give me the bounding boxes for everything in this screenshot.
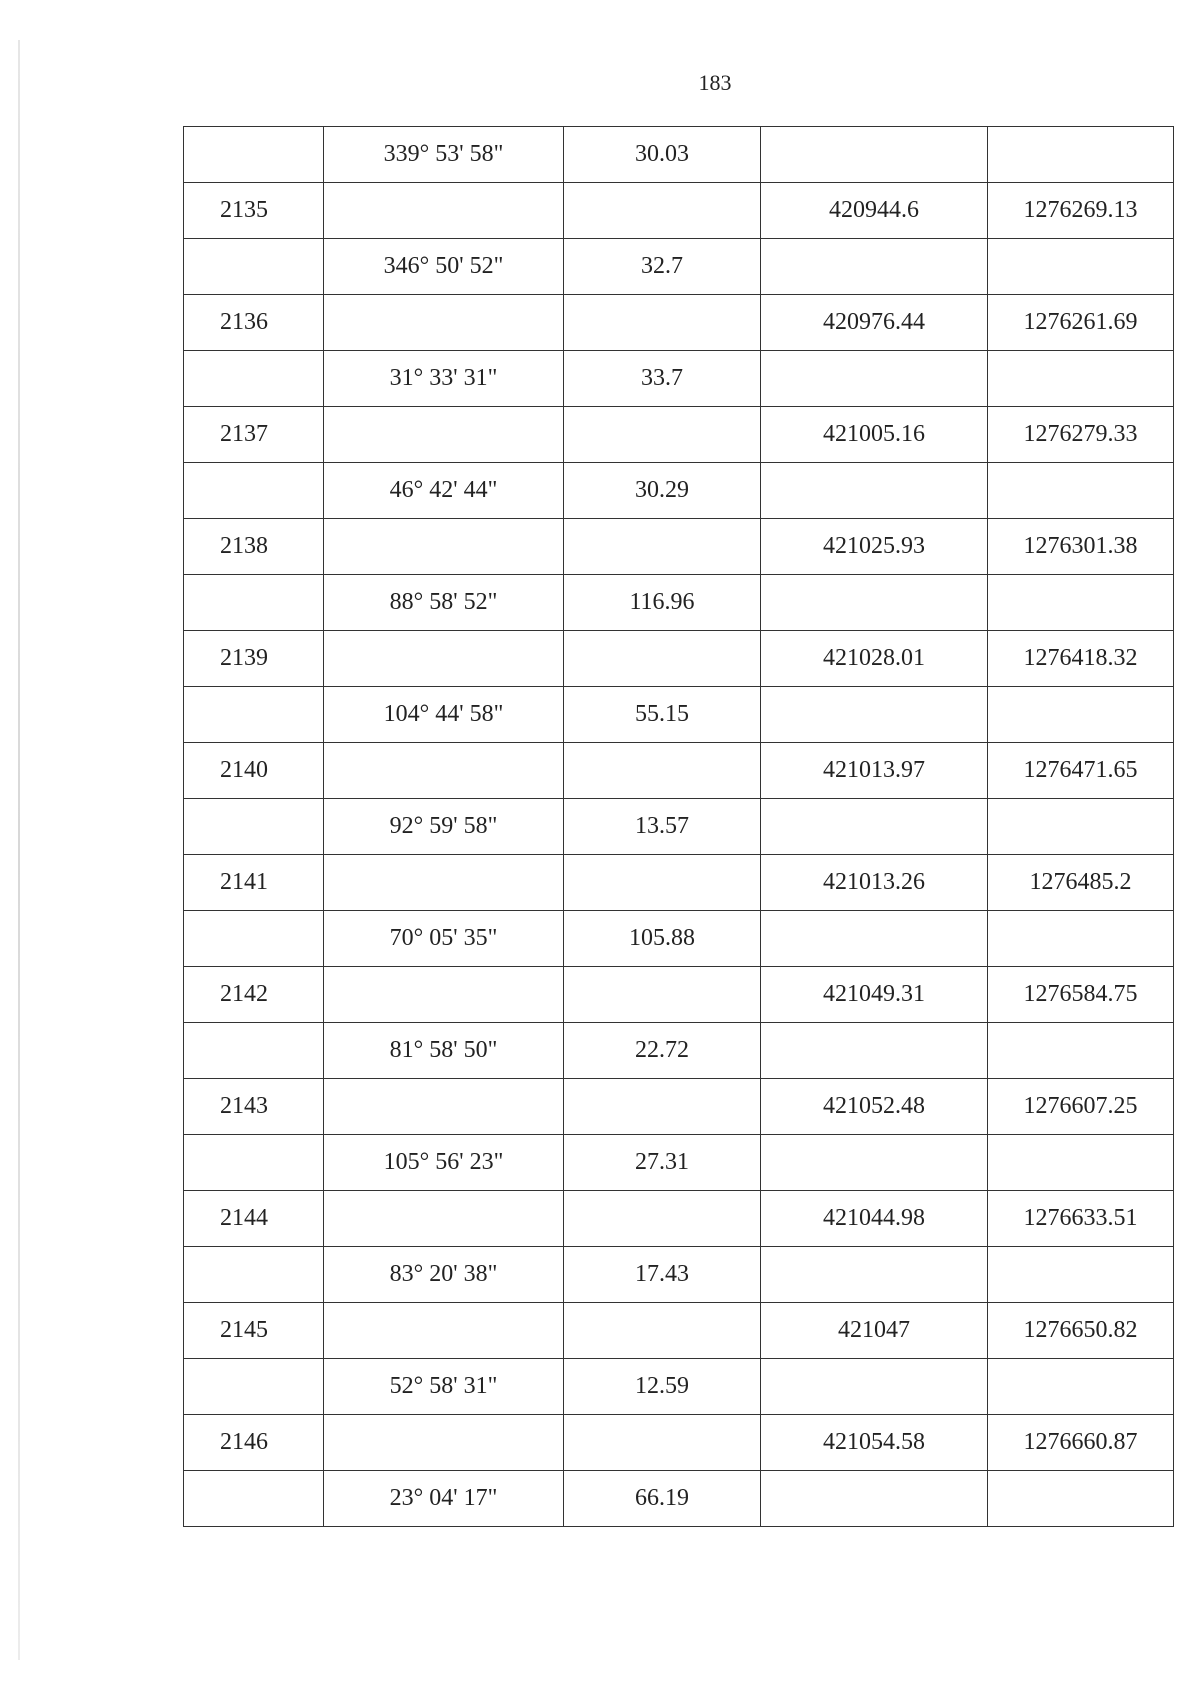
bearing-cell: 81° 58' 50" [324, 1023, 564, 1079]
distance-cell: 13.57 [564, 799, 761, 855]
bearing-cell [324, 407, 564, 463]
station-cell: 2145 [184, 1303, 324, 1359]
distance-cell: 105.88 [564, 911, 761, 967]
northing-cell: 420944.6 [761, 183, 988, 239]
northing-cell: 421013.97 [761, 743, 988, 799]
northing-cell [761, 575, 988, 631]
distance-cell: 30.03 [564, 127, 761, 183]
distance-cell: 32.7 [564, 239, 761, 295]
easting-cell [988, 1471, 1174, 1527]
distance-cell [564, 1415, 761, 1471]
bearing-cell [324, 967, 564, 1023]
northing-cell [761, 127, 988, 183]
station-cell: 2136 [184, 295, 324, 351]
table-row [184, 1023, 1174, 1079]
table-row [184, 463, 1174, 519]
distance-cell: 27.31 [564, 1135, 761, 1191]
distance-cell [564, 295, 761, 351]
distance-cell: 33.7 [564, 351, 761, 407]
easting-cell: 1276584.75 [988, 967, 1174, 1023]
distance-cell [564, 407, 761, 463]
station-cell [184, 239, 324, 295]
bearing-cell: 104° 44' 58" [324, 687, 564, 743]
table-row [184, 1135, 1174, 1191]
easting-cell: 1276471.65 [988, 743, 1174, 799]
distance-cell: 30.29 [564, 463, 761, 519]
northing-cell: 421052.48 [761, 1079, 988, 1135]
northing-cell [761, 463, 988, 519]
easting-cell [988, 239, 1174, 295]
table-row [184, 911, 1174, 967]
distance-cell [564, 519, 761, 575]
bearing-cell: 46° 42' 44" [324, 463, 564, 519]
distance-cell [564, 183, 761, 239]
station-cell: 2143 [184, 1079, 324, 1135]
easting-cell: 1276269.13 [988, 183, 1174, 239]
table-row [184, 1359, 1174, 1415]
easting-cell: 1276660.87 [988, 1415, 1174, 1471]
easting-cell: 1276301.38 [988, 519, 1174, 575]
easting-cell [988, 799, 1174, 855]
table-row [184, 855, 1174, 911]
distance-cell: 66.19 [564, 1471, 761, 1527]
station-cell [184, 1247, 324, 1303]
distance-cell: 22.72 [564, 1023, 761, 1079]
northing-cell [761, 687, 988, 743]
scan-edge-shadow [18, 40, 20, 1660]
distance-cell [564, 967, 761, 1023]
table-row [184, 1079, 1174, 1135]
easting-cell [988, 127, 1174, 183]
distance-cell [564, 1191, 761, 1247]
table-row [184, 687, 1174, 743]
easting-cell [988, 351, 1174, 407]
easting-cell: 1276633.51 [988, 1191, 1174, 1247]
bearing-cell: 105° 56' 23" [324, 1135, 564, 1191]
bearing-cell: 70° 05' 35" [324, 911, 564, 967]
station-cell: 2144 [184, 1191, 324, 1247]
bearing-cell [324, 1303, 564, 1359]
bearing-cell: 52° 58' 31" [324, 1359, 564, 1415]
easting-cell [988, 1247, 1174, 1303]
distance-cell [564, 855, 761, 911]
table-row [184, 631, 1174, 687]
station-cell [184, 463, 324, 519]
northing-cell: 420976.44 [761, 295, 988, 351]
bearing-cell [324, 1191, 564, 1247]
northing-cell: 421028.01 [761, 631, 988, 687]
distance-cell [564, 743, 761, 799]
page-number: 183 [698, 70, 732, 95]
bearing-cell [324, 183, 564, 239]
table-row [184, 1303, 1174, 1359]
easting-cell: 1276485.2 [988, 855, 1174, 911]
station-cell: 2139 [184, 631, 324, 687]
station-cell [184, 1359, 324, 1415]
station-cell [184, 687, 324, 743]
table-row [184, 743, 1174, 799]
northing-cell [761, 911, 988, 967]
station-cell: 2140 [184, 743, 324, 799]
easting-cell [988, 911, 1174, 967]
easting-cell [988, 463, 1174, 519]
table-row [184, 1247, 1174, 1303]
station-cell [184, 575, 324, 631]
table-row [184, 183, 1174, 239]
table-row [184, 407, 1174, 463]
northing-cell [761, 1359, 988, 1415]
distance-cell: 55.15 [564, 687, 761, 743]
northing-cell: 421054.58 [761, 1415, 988, 1471]
easting-cell: 1276279.33 [988, 407, 1174, 463]
table-row [184, 575, 1174, 631]
northing-cell: 421044.98 [761, 1191, 988, 1247]
northing-cell: 421049.31 [761, 967, 988, 1023]
table-row [184, 127, 1174, 183]
bearing-cell: 88° 58' 52" [324, 575, 564, 631]
station-cell: 2135 [184, 183, 324, 239]
bearing-cell: 92° 59' 58" [324, 799, 564, 855]
distance-cell [564, 1079, 761, 1135]
survey-table [183, 126, 1174, 1527]
easting-cell [988, 687, 1174, 743]
easting-cell [988, 1135, 1174, 1191]
easting-cell: 1276418.32 [988, 631, 1174, 687]
station-cell: 2141 [184, 855, 324, 911]
northing-cell [761, 1247, 988, 1303]
table-row [184, 351, 1174, 407]
bearing-cell [324, 631, 564, 687]
station-cell [184, 1135, 324, 1191]
bearing-cell [324, 743, 564, 799]
northing-cell: 421013.26 [761, 855, 988, 911]
station-cell: 2138 [184, 519, 324, 575]
northing-cell: 421047 [761, 1303, 988, 1359]
northing-cell [761, 1471, 988, 1527]
survey-table-body [184, 127, 1174, 1527]
northing-cell [761, 799, 988, 855]
station-cell [184, 911, 324, 967]
easting-cell: 1276261.69 [988, 295, 1174, 351]
bearing-cell: 346° 50' 52" [324, 239, 564, 295]
easting-cell: 1276607.25 [988, 1079, 1174, 1135]
northing-cell [761, 1135, 988, 1191]
easting-cell [988, 575, 1174, 631]
easting-cell [988, 1023, 1174, 1079]
table-row [184, 1415, 1174, 1471]
distance-cell: 116.96 [564, 575, 761, 631]
northing-cell: 421025.93 [761, 519, 988, 575]
table-row [184, 1191, 1174, 1247]
table-row [184, 1471, 1174, 1527]
station-cell [184, 127, 324, 183]
table-row [184, 295, 1174, 351]
bearing-cell [324, 295, 564, 351]
bearing-cell [324, 855, 564, 911]
northing-cell [761, 239, 988, 295]
northing-cell [761, 351, 988, 407]
bearing-cell [324, 1415, 564, 1471]
distance-cell [564, 631, 761, 687]
station-cell [184, 799, 324, 855]
northing-cell [761, 1023, 988, 1079]
table-row [184, 519, 1174, 575]
station-cell: 2137 [184, 407, 324, 463]
station-cell: 2142 [184, 967, 324, 1023]
distance-cell: 12.59 [564, 1359, 761, 1415]
distance-cell: 17.43 [564, 1247, 761, 1303]
station-cell [184, 351, 324, 407]
bearing-cell: 339° 53' 58" [324, 127, 564, 183]
bearing-cell: 31° 33' 31" [324, 351, 564, 407]
bearing-cell: 23° 04' 17" [324, 1471, 564, 1527]
station-cell [184, 1023, 324, 1079]
easting-cell: 1276650.82 [988, 1303, 1174, 1359]
bearing-cell [324, 519, 564, 575]
table-row [184, 239, 1174, 295]
table-row [184, 967, 1174, 1023]
bearing-cell: 83° 20' 38" [324, 1247, 564, 1303]
bearing-cell [324, 1079, 564, 1135]
northing-cell: 421005.16 [761, 407, 988, 463]
table-row [184, 799, 1174, 855]
easting-cell [988, 1359, 1174, 1415]
station-cell: 2146 [184, 1415, 324, 1471]
station-cell [184, 1471, 324, 1527]
distance-cell [564, 1303, 761, 1359]
